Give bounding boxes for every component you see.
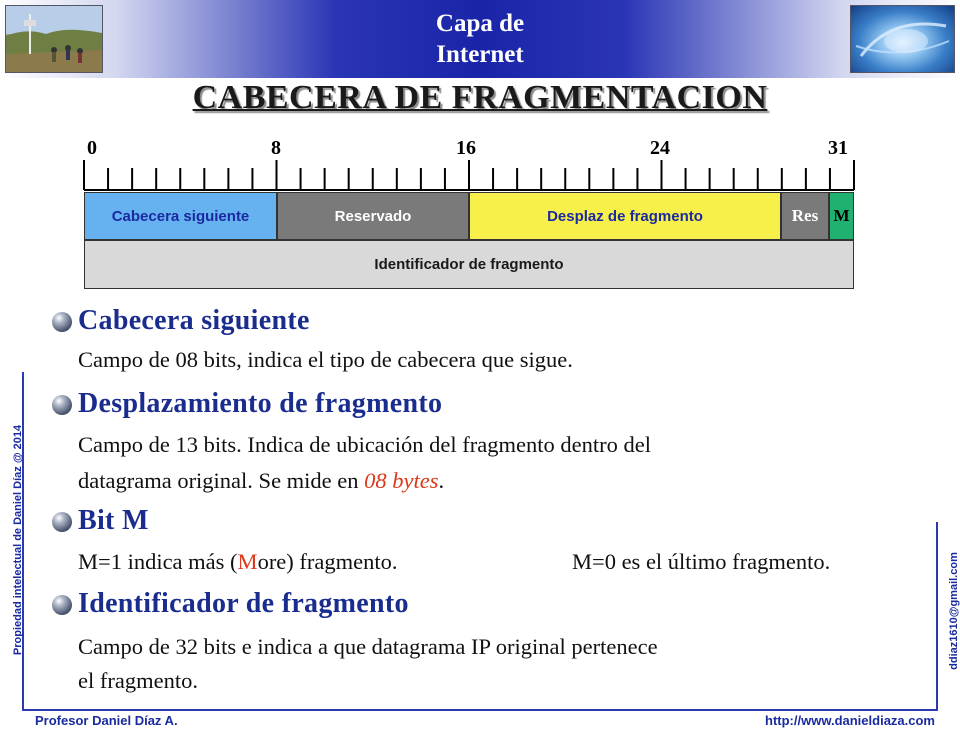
copyright-text: Propiedad intelectual de Daniel Díaz @ 2014 xyxy=(12,424,24,656)
section-title: Cabecera siguiente xyxy=(78,305,310,336)
body-text: datagrama original. Se mide en xyxy=(78,468,365,493)
main-title-text: CABECERA DE FRAGMENTACION xyxy=(192,79,768,116)
section-body-line xyxy=(78,547,398,577)
section-title: Desplazamiento de fragmento xyxy=(78,388,443,419)
section-fragment-offset xyxy=(52,388,932,498)
bit-label-24: 24 xyxy=(650,137,670,159)
sphere-bullet-icon xyxy=(52,312,72,332)
field-next-header: Cabecera siguiente xyxy=(84,192,277,240)
copyright-sidebar xyxy=(3,382,24,702)
bit-label-16: 16 xyxy=(456,137,476,159)
section-body-line: Campo de 08 bits, indica el tipo de cabecera que sigue. xyxy=(78,347,573,372)
body-text: . xyxy=(438,468,445,493)
field-res: Res xyxy=(781,192,829,240)
header-title-line2: Internet xyxy=(436,41,524,68)
field-fragment-offset: Desplaz de fragmento xyxy=(469,192,781,240)
header-title-line1: Capa de xyxy=(435,10,525,37)
footer-url[interactable]: http://www.danieldiaza.com xyxy=(765,713,935,728)
sphere-bullet-icon xyxy=(52,395,72,415)
section-body-line: Campo de 32 bits e indica a que datagrama IP original pertenece xyxy=(78,634,658,659)
sphere-bullet-icon xyxy=(52,595,72,615)
field-identification: Identificador de fragmento xyxy=(84,240,854,289)
section-body-line: M=0 es el último fragmento. xyxy=(572,549,831,574)
highlight-text: M xyxy=(237,549,258,574)
bit-label-31: 31 xyxy=(828,137,848,159)
section-title: Identificador de fragmento xyxy=(78,588,409,619)
section-bit-m xyxy=(52,505,932,585)
frame-right-border xyxy=(936,522,938,710)
field-reserved: Reservado xyxy=(277,192,469,240)
bit-label-0: 0 xyxy=(87,137,97,159)
section-next-header xyxy=(52,305,932,385)
section-body-line: el fragmento. xyxy=(78,668,198,693)
section-identification xyxy=(52,588,932,708)
section-body-line: Campo de 13 bits. Indica de ubicación del fragmento dentro del xyxy=(78,432,651,457)
bit-label-8: 8 xyxy=(271,137,281,159)
field-m-flag: M xyxy=(829,192,854,240)
email-sidebar xyxy=(944,523,958,703)
highlight-text: 08 bytes xyxy=(364,468,439,493)
email-text: ddiaz1610@gmail.com xyxy=(948,552,960,670)
body-text: ore) fragmento. xyxy=(257,549,398,574)
sphere-bullet-icon xyxy=(52,512,72,532)
section-title: Bit M xyxy=(78,505,149,536)
section-body-line xyxy=(78,466,444,496)
body-text: M=1 indica más ( xyxy=(78,549,238,574)
footer-author: Profesor Daniel Díaz A. xyxy=(35,713,178,728)
frame-bottom-border xyxy=(22,709,938,711)
